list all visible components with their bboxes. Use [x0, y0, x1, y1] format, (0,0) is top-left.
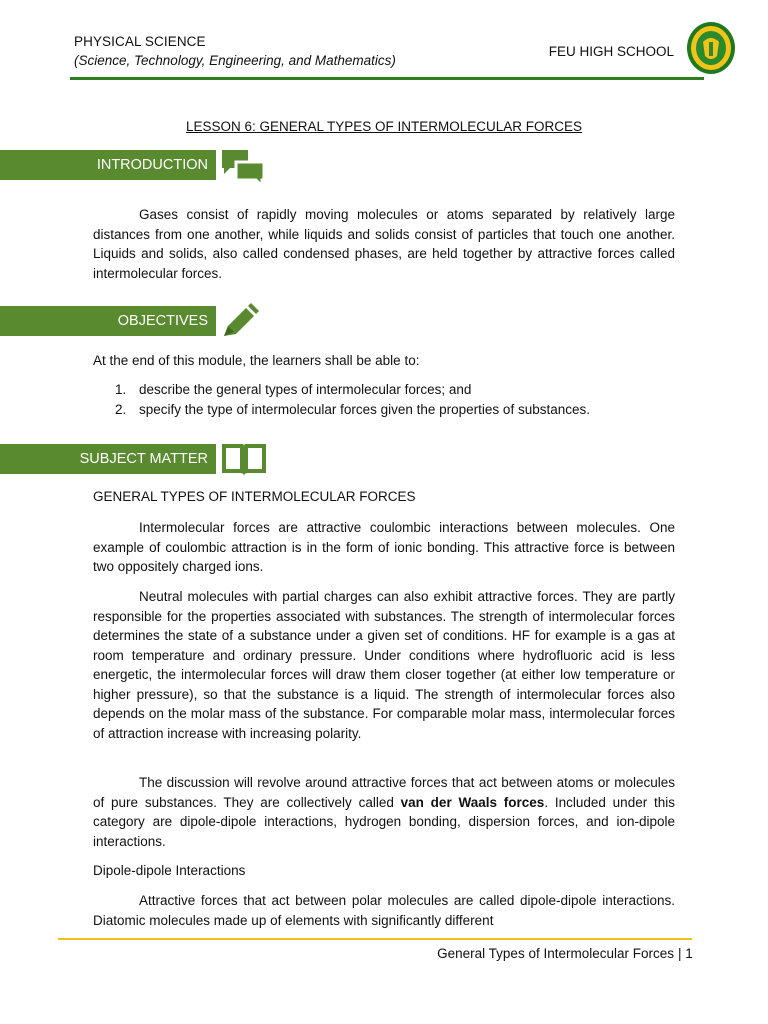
pencil-icon: [220, 302, 266, 342]
subject-title: PHYSICAL SCIENCE: [74, 34, 206, 49]
open-book-icon: [220, 440, 266, 480]
footer-title: General Types of Intermolecular Forces: [437, 946, 674, 961]
paragraph-1: [93, 518, 675, 577]
introduction-banner: INTRODUCTION: [0, 150, 216, 180]
chat-bubbles-icon: [220, 148, 266, 188]
objectives-list: [93, 380, 675, 419]
strand-subtitle: (Science, Technology, Engineering, and Mathematics): [74, 53, 396, 68]
page-number: | 1: [678, 946, 693, 961]
list-number: 2.: [115, 401, 127, 417]
objectives-banner: OBJECTIVES: [0, 306, 216, 336]
objectives-lead: At the end of this module, the learners shall be able to:: [93, 353, 420, 368]
school-seal-icon: [686, 20, 736, 76]
school-name: FEU HIGH SCHOOL: [548, 44, 674, 59]
subject-matter-banner: SUBJECT MATTER: [0, 444, 216, 474]
paragraph-4: [93, 891, 675, 930]
list-text: describe the general types of intermolecular forces; and: [139, 382, 472, 397]
key-term: van der Waals forces: [400, 794, 545, 810]
paragraph-text: . Included under this category are dipole-dipole interactions, hydrogen bonding, dispersion forces, and ion-dipole interactions.: [93, 794, 675, 849]
paragraph-text: Intermolecular forces are attractive coulombic interactions between molecules. One example of coulombic attraction is in the form of ionic bonding. This attractive force is between two oppositely charged ions.: [93, 520, 675, 574]
footer-divider: [58, 938, 692, 940]
paragraph-text: Neutral molecules with partial charges can also exhibit attractive forces. They are partly responsible for the properties associated with substances. The strength of intermolecular forces determines the state of a substance under a given set of conditions. HF for example is a gas at room temperature and ordinary pressure. Under conditions where hydrofluoric acid is less energetic, the intermolecular forces will draw them closer together (at either low temperature or higher pressure), so that the substance is a liquid. The strength of intermolecular forces also depends on the molar mass of the substance. For comparable molar mass, intermolecular forces of attraction increase with increasing polarity.: [93, 589, 675, 741]
paragraph-text: The discussion will revolve around attractive forces that act between atoms or molecules of pure substances. They are collectively called: [93, 775, 675, 810]
paragraph-2: [93, 587, 675, 743]
introduction-text: [93, 205, 675, 283]
lesson-title: LESSON 6: GENERAL TYPES OF INTERMOLECULAR FORCES: [185, 119, 583, 134]
section-heading: GENERAL TYPES OF INTERMOLECULAR FORCES: [93, 489, 416, 504]
introduction-paragraph: Gases consist of rapidly moving molecules or atoms separated by relatively large distances from one another, while liquids and solids consist of particles that touch one another. Liquids and solids, also called condensed phases, are held together by attractive forces called intermolecular forces.: [93, 207, 675, 281]
header-divider: [70, 77, 704, 80]
list-item: [93, 400, 675, 420]
list-item: [93, 380, 675, 400]
paragraph-3: [93, 773, 675, 851]
paragraph-text: Attractive forces that act between polar molecules are called dipole-dipole interactions. Diatomic molecules made up of elements with significantly different: [93, 893, 675, 928]
list-number: 1.: [115, 382, 127, 397]
sub-heading: Dipole-dipole Interactions: [93, 863, 246, 878]
list-text: specify the type of intermolecular forces given the properties of substances.: [139, 401, 590, 417]
